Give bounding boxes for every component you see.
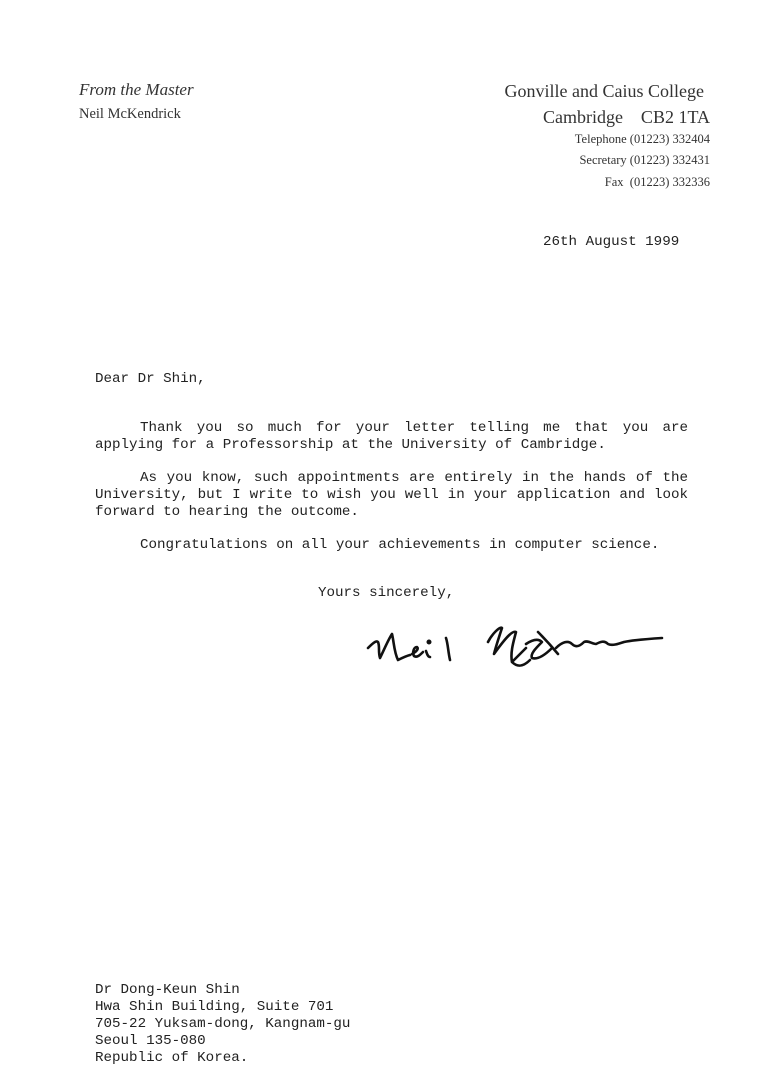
secretary-number: Secretary (01223) 332431	[579, 153, 710, 167]
address-line: Republic of Korea.	[95, 1050, 249, 1066]
address-line: Seoul 135-080	[95, 1033, 206, 1049]
salutation: Dear Dr Shin,	[95, 371, 206, 387]
body-paragraph	[95, 420, 688, 454]
recipient-address	[95, 982, 350, 1067]
paragraph-text: Congratulations on all your achievements in computer science.	[140, 537, 660, 553]
body-paragraph	[95, 470, 688, 521]
from-title: From the Master	[79, 80, 194, 99]
fax-number: Fax (01223) 332336	[604, 175, 710, 189]
letter-date: 26th August 1999	[543, 234, 680, 250]
handwritten-signature	[362, 618, 677, 678]
closing: Yours sincerely,	[318, 585, 455, 601]
address-line: 705-22 Yuksam-dong, Kangnam-gu	[95, 1016, 351, 1032]
paragraph-text: Thank you so much for your letter telling me that you are applying for a Professorship at the University of Cambridge.	[95, 420, 688, 453]
from-name: Neil McKendrick	[79, 106, 181, 122]
body-paragraph	[95, 537, 688, 554]
paragraph-text: As you know, such appointments are entirely in the hands of the University, but I write to wish you well in your application and look forward to hearing the outcome.	[95, 470, 688, 520]
address-line: Dr Dong-Keun Shin	[95, 982, 240, 998]
telephone-number: Telephone (01223) 332404	[574, 132, 710, 146]
college-name: Gonville and Caius College	[504, 81, 704, 101]
address-line: Hwa Shin Building, Suite 701	[95, 999, 334, 1015]
college-city: Cambridge CB2 1TA	[542, 107, 710, 127]
